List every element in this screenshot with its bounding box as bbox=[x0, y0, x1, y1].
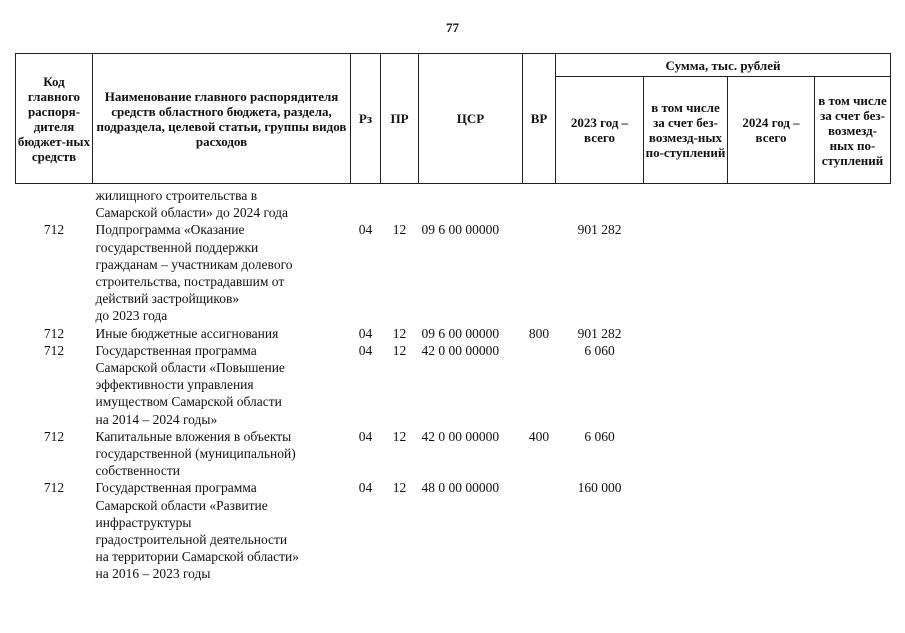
page-number: 77 bbox=[446, 20, 459, 35]
table-body bbox=[16, 184, 891, 583]
cell-free-2024 bbox=[815, 479, 891, 582]
name-line: государственной поддержки bbox=[95, 239, 259, 255]
table-header bbox=[16, 54, 891, 184]
cell-name bbox=[93, 342, 351, 428]
cell-free-2024 bbox=[815, 184, 891, 222]
table-row bbox=[16, 184, 891, 222]
header-2024-total: 2024 год – всего bbox=[728, 77, 815, 184]
header-2023-total: 2023 год – всего bbox=[556, 77, 644, 184]
cell-code: 712 bbox=[43, 342, 65, 358]
cell-sum-2023: 6 060 bbox=[584, 428, 615, 444]
cell-sum-2023: 6 060 bbox=[584, 342, 615, 358]
name-line: эффективности управления bbox=[95, 377, 254, 393]
name-line: имуществом Самарской области bbox=[95, 394, 282, 410]
name-line: на 2016 – 2023 годы bbox=[95, 566, 211, 582]
cell-csr: 09 6 00 00000 bbox=[421, 222, 500, 238]
cell-rz bbox=[351, 184, 381, 222]
cell-free-2024 bbox=[815, 325, 891, 342]
cell-name bbox=[93, 479, 351, 582]
cell-rz: 04 bbox=[358, 222, 373, 238]
cell-rz: 04 bbox=[358, 480, 373, 496]
cell-sum-2023 bbox=[556, 184, 644, 222]
name-line: до 2023 года bbox=[95, 308, 168, 324]
name-line: Самарской области «Развитие bbox=[95, 497, 268, 513]
name-line: государственной (муниципальной) bbox=[95, 446, 296, 462]
cell-pr: 12 bbox=[392, 428, 407, 444]
header-name: Наименование главного распорядителя средств областного бюджета, раздела, подраздела, целевой статьи, группы видов расходов bbox=[93, 54, 351, 184]
name-line: строительства, пострадавшим от bbox=[95, 274, 285, 290]
budget-table bbox=[15, 53, 891, 583]
header-rz: Рз bbox=[351, 54, 381, 184]
cell-free-2023 bbox=[644, 325, 728, 342]
table-row bbox=[16, 342, 891, 428]
name-line: на территории Самарской области» bbox=[95, 549, 300, 565]
header-2023-free: в том числе за счет без-возмезд-ных по-ступлений bbox=[644, 77, 728, 184]
name-line: Государственная программа bbox=[95, 342, 257, 358]
cell-sum-2023: 901 282 bbox=[577, 222, 622, 238]
cell-name bbox=[93, 221, 351, 324]
header-pr: ПР bbox=[381, 54, 419, 184]
cell-rz: 04 bbox=[358, 342, 373, 358]
header-sum-title: Сумма, тыс. рублей bbox=[556, 54, 891, 77]
cell-code: 712 bbox=[43, 222, 65, 238]
cell-free-2024 bbox=[815, 342, 891, 428]
cell-name bbox=[93, 184, 351, 222]
cell-free-2023 bbox=[644, 342, 728, 428]
header-csr: ЦСР bbox=[419, 54, 523, 184]
cell-pr bbox=[381, 184, 419, 222]
name-line: жилищного строительства в bbox=[95, 188, 258, 203]
cell-sum-2024 bbox=[728, 325, 815, 342]
cell-sum-2024 bbox=[728, 342, 815, 428]
cell-code: 712 bbox=[43, 428, 65, 444]
cell-code: 712 bbox=[43, 480, 65, 496]
cell-free-2024 bbox=[815, 428, 891, 480]
cell-pr: 12 bbox=[392, 222, 407, 238]
name-line: Самарской области» до 2024 года bbox=[95, 205, 288, 221]
cell-sum-2024 bbox=[728, 184, 815, 222]
cell-pr: 12 bbox=[392, 480, 407, 496]
cell-free-2023 bbox=[644, 428, 728, 480]
table-row bbox=[16, 428, 891, 480]
cell-csr: 09 6 00 00000 bbox=[421, 325, 500, 341]
name-line: Государственная программа bbox=[95, 480, 257, 496]
name-line: Самарской области «Повышение bbox=[95, 360, 285, 376]
name-line: Капитальные вложения в объекты bbox=[95, 428, 292, 444]
name-line: гражданам – участникам долевого bbox=[95, 256, 293, 272]
cell-vr: 800 bbox=[528, 325, 550, 341]
table-row bbox=[16, 221, 891, 324]
header-code: Код главного распоря-дителя бюджет-ных средств bbox=[16, 54, 93, 184]
name-line: градостроительной деятельности bbox=[95, 532, 288, 548]
name-line: инфраструктуры bbox=[95, 514, 192, 530]
cell-sum-2024 bbox=[728, 479, 815, 582]
cell-vr bbox=[523, 479, 556, 582]
cell-pr: 12 bbox=[392, 325, 407, 341]
cell-csr: 42 0 00 00000 bbox=[421, 342, 500, 358]
cell-pr: 12 bbox=[392, 342, 407, 358]
cell-code: 712 bbox=[43, 325, 65, 341]
cell-sum-2023: 160 000 bbox=[577, 480, 622, 496]
cell-free-2023 bbox=[644, 221, 728, 324]
cell-vr: 400 bbox=[528, 428, 550, 444]
cell-free-2024 bbox=[815, 221, 891, 324]
cell-rz: 04 bbox=[358, 325, 373, 341]
name-line: собственности bbox=[95, 463, 180, 479]
cell-free-2023 bbox=[644, 479, 728, 582]
cell-rz: 04 bbox=[358, 428, 373, 444]
cell-vr bbox=[523, 221, 556, 324]
header-2024-free: в том числе за счет без-возмезд-ных по-ступлений bbox=[815, 77, 891, 184]
cell-free-2023 bbox=[644, 184, 728, 222]
cell-code bbox=[16, 184, 93, 222]
table-row bbox=[16, 325, 891, 342]
cell-csr: 42 0 00 00000 bbox=[421, 428, 500, 444]
cell-name bbox=[93, 428, 351, 480]
cell-vr bbox=[523, 342, 556, 428]
cell-csr: 48 0 00 00000 bbox=[421, 480, 500, 496]
cell-sum-2024 bbox=[728, 221, 815, 324]
cell-name bbox=[93, 325, 351, 342]
name-line: Иные бюджетные ассигнования bbox=[95, 325, 279, 341]
name-line: действий застройщиков» bbox=[95, 291, 240, 307]
cell-sum-2023: 901 282 bbox=[577, 325, 622, 341]
name-line: на 2014 – 2024 годы» bbox=[95, 411, 218, 427]
table-row bbox=[16, 479, 891, 582]
header-vr: ВР bbox=[523, 54, 556, 184]
cell-vr bbox=[523, 184, 556, 222]
cell-csr bbox=[419, 184, 523, 222]
name-line: Подпрограмма «Оказание bbox=[95, 222, 245, 238]
cell-sum-2024 bbox=[728, 428, 815, 480]
